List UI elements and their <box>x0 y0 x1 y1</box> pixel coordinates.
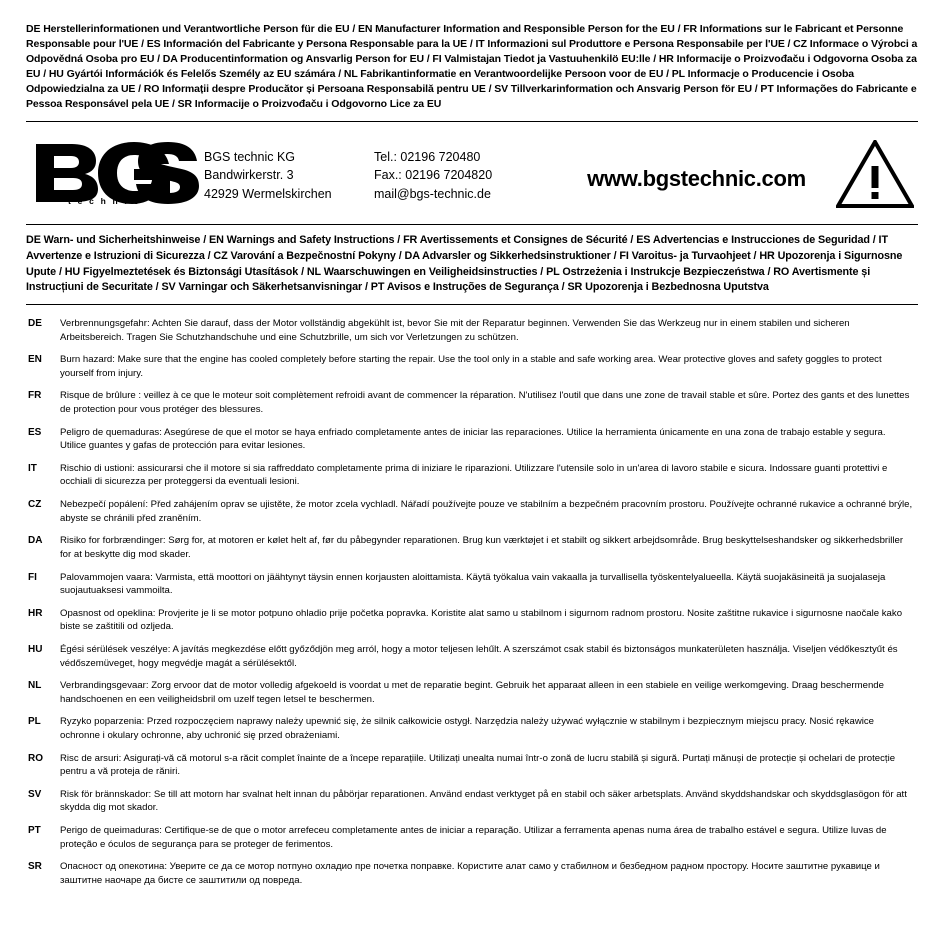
warning-language-code: ES <box>28 426 42 438</box>
warning-row <box>26 860 918 887</box>
warning-row <box>26 462 918 489</box>
company-website[interactable]: www.bgstechnic.com <box>587 166 806 192</box>
warning-triangle-wrap <box>824 140 918 208</box>
warning-text: Verbrandingsgevaar: Zorg ervoor dat de motor volledig afgekoeld is voordat u met de reparatie begint. Gebruik het apparaat alleen in een stabiele en veilige werkomgeving. Draag beschermende handschoenen en een veiligheidsbril om uzelf tegen letsel te beschermen. <box>60 680 884 705</box>
warning-language-code: IT <box>28 462 37 474</box>
safety-heading-language-list: DE Warn- und Sicherheitshinweise / EN Warnings and Safety Instructions / FR Avertissements et Consignes de Sécurité / ES Advertencias e Instrucciones de Seguridad / IT Avvertenze e Istruzioni di Sicurezza / CZ Varování a Bezpečnostní Pokyny / DA Advarsler og Sikkerhedsinstruktioner / FI Varoitus- ja Turvaohjeet / HR Upozorenja i Sigurnosne Upute / HU Figyelmeztetések és Biztonsági Utasítások / NL Waarschuwingen en Veiligheidsinstructies / PL Ostrzeżenia i Instrukcje Bezpieczeństwa / RO Avertismente și Instrucțiuni de Securitate / SV Varningar och Säkerhetsanvisningar / PT Avisos e Instruções de Segurança / SR Upozorenja i Bezbednosna Uputstva <box>26 234 903 294</box>
bgs-logo <box>26 142 204 206</box>
company-street: Bandwirkerstr. 3 <box>204 168 294 183</box>
warning-language-code: FI <box>28 571 37 583</box>
manufacturer-info-language-list: DE Herstellerinformationen und Verantwortliche Person für die EU / EN Manufacturer Information and Responsible Person for the EU / FR Informations sur le Fabricant et Personne Responsable pour l'UE / ES Información del Fabricante y Persona Responsable para la UE / IT Informazioni sul Produttore e Persona Responsabile per l'UE / CZ Informace o Výrobci a Odpovědná Osoba pro EU / DA Producentinformation og Ansvarlig Person for EU / FI Valmistajan Tiedot ja Vastuuhenkilö EU:lle / HR Informacije o Proizvođaču i Odgovorna Osoba za EU / HU Gyártói Információk és Felelős Személy az EU számára / NL Fabrikantinformatie en Verantwoordelijke Persoon voor de EU / PL Informacje o Producencie i Osoba Odpowiedzialna za UE / RO Informații despre Producător și Persoana Responsabilă pentru UE / SV Tillverkarinformation och Ansvarig Person för EU / PT Informações do Fabricante e Pessoa Responsável pela UE / SR Informacije o Proizvođaču i Odgovorno Lice za EU <box>26 23 918 110</box>
warning-language-code: NL <box>28 680 42 692</box>
warning-row <box>26 679 918 706</box>
warning-text: Risiko for forbrændinger: Sørg for, at motoren er kølet helt af, før du påbegynder reparationen. Brug kun værktøjet i et stabilt og sikkert arbejdsområde. Brug beskyttelseshandsker og sikkerhedsbriller for at beskytte dig mod skader. <box>60 535 904 560</box>
company-address <box>204 146 374 202</box>
warning-text: Opasnost od opeklina: Provjerite je li se motor potpuno ohladio prije početka popravka. Koristite alat samo u stabilnom i sigurnom radnom prostoru. Nosite zaštitne rukavice i sigurnosne naočale kako biste se zaštitili od ozljeda. <box>60 607 903 633</box>
warning-language-code: HU <box>28 643 43 655</box>
warning-row <box>26 498 918 525</box>
warning-text: Risque de brûlure : veillez à ce que le moteur soit complètement refroidi avant de commencer la réparation. N'utilisez l'outil que dans une zone de travail stable et sûre. Portez des gants et des lunettes de protection pour vous protéger des blessures. <box>60 390 910 416</box>
warning-language-code: DE <box>28 318 42 329</box>
warning-text: Égési sérülések veszélye: A javítás megkezdése előtt győződjön meg arról, hogy a motor teljesen lehűlt. A szerszámot csak stabil és biztonságos munkaterületen használja. Viseljen védőkesztyűt és védőszemüveget, hogy megvédje magát a sérülésektől. <box>60 643 898 669</box>
warning-text: Risk för brännskador: Se till att motorn har svalnat helt innan du påbörjar reparationen. Använd endast verktyget på en stabil och säker arbetsplats. Använd skyddshandskar och skyddsglasögon för att skydda dig mot skador. <box>60 788 907 814</box>
company-info-block <box>26 122 918 224</box>
warning-row <box>26 571 918 598</box>
warning-text: Perigo de queimaduras: Certifique-se de que o motor arrefeceu completamente antes de iniciar a reparação. Utilizar a ferramenta apenas numa área de trabalho estável e segura. Utilize luvas de proteção e óculos de segurança para se proteger de ferimentos. <box>60 825 887 850</box>
warning-text: Verbrennungsgefahr: Achten Sie darauf, dass der Motor vollständig abgekühlt ist, bevor Sie mit der Reparatur beginnen. Verwenden Sie das Werkzeug nur in einem stabilen und sicheren Arbeitsbereich. Tragen Sie Schutzhandschuhe und eine Schutzbrille, um sich vor Verletzungen zu schützen. <box>60 318 850 343</box>
warning-row <box>26 389 918 416</box>
warning-text: Burn hazard: Make sure that the engine has cooled completely before starting the repair. Use the tool only in a stable and safe working area. Wear protective gloves and safety goggles to protect yourself from injury. <box>60 354 882 379</box>
warning-language-code: SV <box>28 788 42 800</box>
company-email[interactable]: mail@bgs-technic.de <box>374 186 491 201</box>
warning-language-code: SR <box>28 861 42 873</box>
warnings-list <box>26 305 918 888</box>
warning-row <box>26 788 918 815</box>
warning-text: Опасност од опекотина: Уверите се да се мотор потпуно охладио пре почетка поправке. Користите алат само у стабилном и безбедном радном простору. Носите заштитне рукавице и заштитне наочаре да бисте се заштитили од повреда. <box>60 861 880 886</box>
warning-language-code: RO <box>28 752 43 764</box>
warning-text: Nebezpečí popálení: Před zahájením oprav se ujistěte, že motor zcela vychladl. Nářadí používejte pouze ve stabilním a bezpečném pracovním prostoru. Používejte ochranné rukavice a ochranné brýle, abyste se chránili před zraněním. <box>60 499 913 524</box>
warning-text: Palovammojen vaara: Varmista, että moottori on jäähtynyt täysin ennen korjausten aloittamista. Käytä työkalua vain vakaalla ja turvallisella työskentelyalueella. Käytä suojakäsineitä ja suojalaseja suojautuaksesi vammoilta. <box>60 571 886 597</box>
warning-row <box>26 317 918 344</box>
warning-language-code: PT <box>28 825 41 837</box>
warning-text: Rischio di ustioni: assicurarsi che il motore si sia raffreddato completamente prima di iniziare le riparazioni. Utilizzare l'utensile solo in un'area di lavoro stabile e sicura. Indossare guanti protettivi e occhiali di sicurezza per proteggersi da eventuali lesioni. <box>60 462 888 488</box>
warning-text: Ryzyko poparzenia: Przed rozpoczęciem naprawy należy upewnić się, że silnik całkowicie ostygł. Narzędzia należy używać wyłącznie w stabilnym i bezpiecznym miejscu pracy. Nosić rękawice ochronne i okulary ochronne, aby uchronić się przed obrażeniami. <box>60 716 875 742</box>
warning-language-code: DA <box>28 535 43 547</box>
warning-triangle-icon <box>836 140 914 208</box>
warning-language-code: EN <box>28 354 42 366</box>
company-contact <box>374 146 569 202</box>
warning-text: Peligro de quemaduras: Asegúrese de que el motor se haya enfriado completamente antes de iniciar las reparaciones. Utilice la herramienta únicamente en una zona de trabajo estable y segura. Utilice guantes y gafas de protección para evitar lesiones. <box>60 426 886 452</box>
company-tel: Tel.: 02196 720480 <box>374 150 481 165</box>
company-name: BGS technic KG <box>204 150 296 165</box>
warning-text: Risc de arsuri: Asigurați-vă că motorul s-a răcit complet înainte de a începe reparațiile. Utilizați unealta numai într-o zonă de lucru stabilă și sigură. Purtați mănuși de protecție și ochelari de protecție pentru a vă proteja de răniri. <box>60 752 896 778</box>
warning-row <box>26 643 918 670</box>
warning-row <box>26 715 918 742</box>
warning-row <box>26 426 918 453</box>
warning-language-code: CZ <box>28 499 42 511</box>
warning-row <box>26 607 918 634</box>
warning-language-code: PL <box>28 716 41 728</box>
company-fax: Fax.: 02196 7204820 <box>374 168 493 183</box>
warning-row <box>26 824 918 851</box>
warning-row <box>26 353 918 380</box>
warning-language-code: FR <box>28 390 42 402</box>
company-city: 42929 Wermelskirchen <box>204 186 332 201</box>
warning-row <box>26 752 918 779</box>
warning-language-code: HR <box>28 607 43 619</box>
warning-row <box>26 534 918 561</box>
bgs-logo-icon <box>34 142 202 207</box>
bgs-logo-subtext: t e c h n i c <box>68 196 141 207</box>
